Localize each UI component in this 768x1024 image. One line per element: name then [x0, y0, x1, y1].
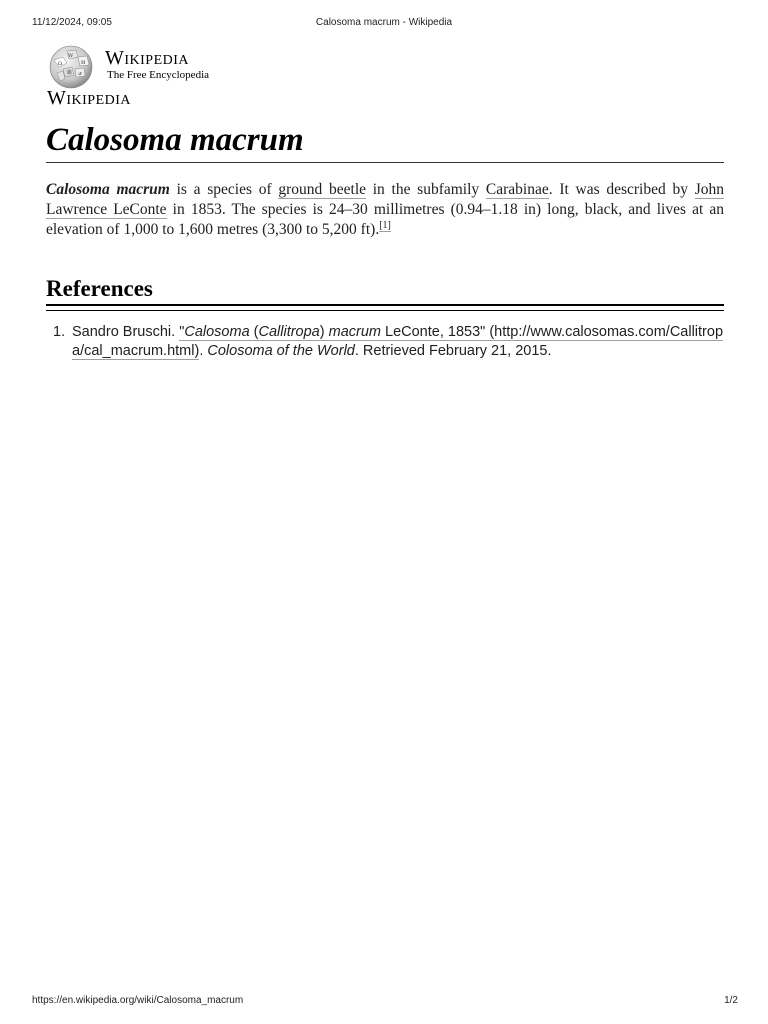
reference-number: 1.	[53, 324, 66, 340]
print-datetime: 11/12/2024, 09:05	[32, 17, 112, 28]
svg-text:ي: ي	[78, 70, 82, 76]
print-footer	[0, 995, 768, 1009]
references-list	[46, 323, 724, 361]
wikipedia-wordmark: Wikipedia	[105, 47, 190, 69]
lead-text-4: in 1853. The species is 24–30 millimetres (0.94–1.18 in) long, black, and lives at an elevation of 1,000 to 1,600 metres (3,300 to 5,200 ft).	[46, 201, 725, 238]
title-divider	[46, 162, 724, 163]
print-url: https://en.wikipedia.org/wiki/Calosoma_macrum	[32, 995, 244, 1006]
reference-genus: Calosoma	[184, 324, 250, 340]
wikipedia-wordmark-secondary: Wikipedia	[47, 87, 132, 109]
reference-quote-open: "	[179, 324, 185, 340]
reference-author: Sandro Bruschi.	[72, 324, 180, 340]
reference-retrieved: . Retrieved February 21, 2015.	[354, 343, 552, 359]
print-page-title: Calosoma macrum - Wikipedia	[315, 17, 453, 28]
lead-text-2: in the subfamily	[366, 181, 486, 198]
references-heading: References	[46, 276, 153, 301]
svg-text:Ω: Ω	[58, 61, 63, 67]
wikipedia-logo[interactable]	[45, 43, 285, 109]
reference-paren-close: )	[319, 324, 329, 340]
reference-subgenus: Callitropa	[258, 324, 320, 340]
print-header	[0, 17, 768, 31]
wikipedia-tagline: The Free Encyclopedia	[107, 69, 210, 81]
reference-item-1	[46, 323, 724, 361]
page-title: Calosoma macrum	[46, 122, 304, 158]
lead-paragraph	[46, 180, 724, 240]
wikipedia-globe-icon	[45, 43, 97, 89]
svg-text:W: W	[68, 53, 74, 59]
article-subject: Calosoma macrum	[46, 181, 170, 198]
lead-text-1: is a species of	[169, 181, 279, 198]
svg-text:維: 維	[67, 70, 73, 76]
reference-url: (http://www.calosomas.com/Callitropa/cal_macrum.html)	[72, 324, 724, 359]
references-divider-top	[46, 304, 724, 306]
link-ground-beetle[interactable]: ground beetle	[278, 181, 367, 198]
reference-source: Colosoma of the World	[207, 343, 355, 359]
reference-separator: .	[199, 343, 208, 359]
citation-link-1[interactable]: [1]	[379, 219, 391, 231]
svg-text:И: И	[81, 60, 86, 66]
reference-paren-open: (	[249, 324, 259, 340]
reference-authority: LeConte, 1853"	[380, 324, 486, 340]
references-divider-bottom	[46, 310, 724, 311]
link-john-lawrence-leconte[interactable]: John Lawrence LeConte	[46, 181, 724, 218]
lead-text-3: . It was described by	[548, 181, 695, 198]
link-carabinae[interactable]: Carabinae	[485, 181, 549, 198]
reference-species: macrum	[328, 324, 381, 340]
print-page-number: 1/2	[724, 995, 738, 1006]
